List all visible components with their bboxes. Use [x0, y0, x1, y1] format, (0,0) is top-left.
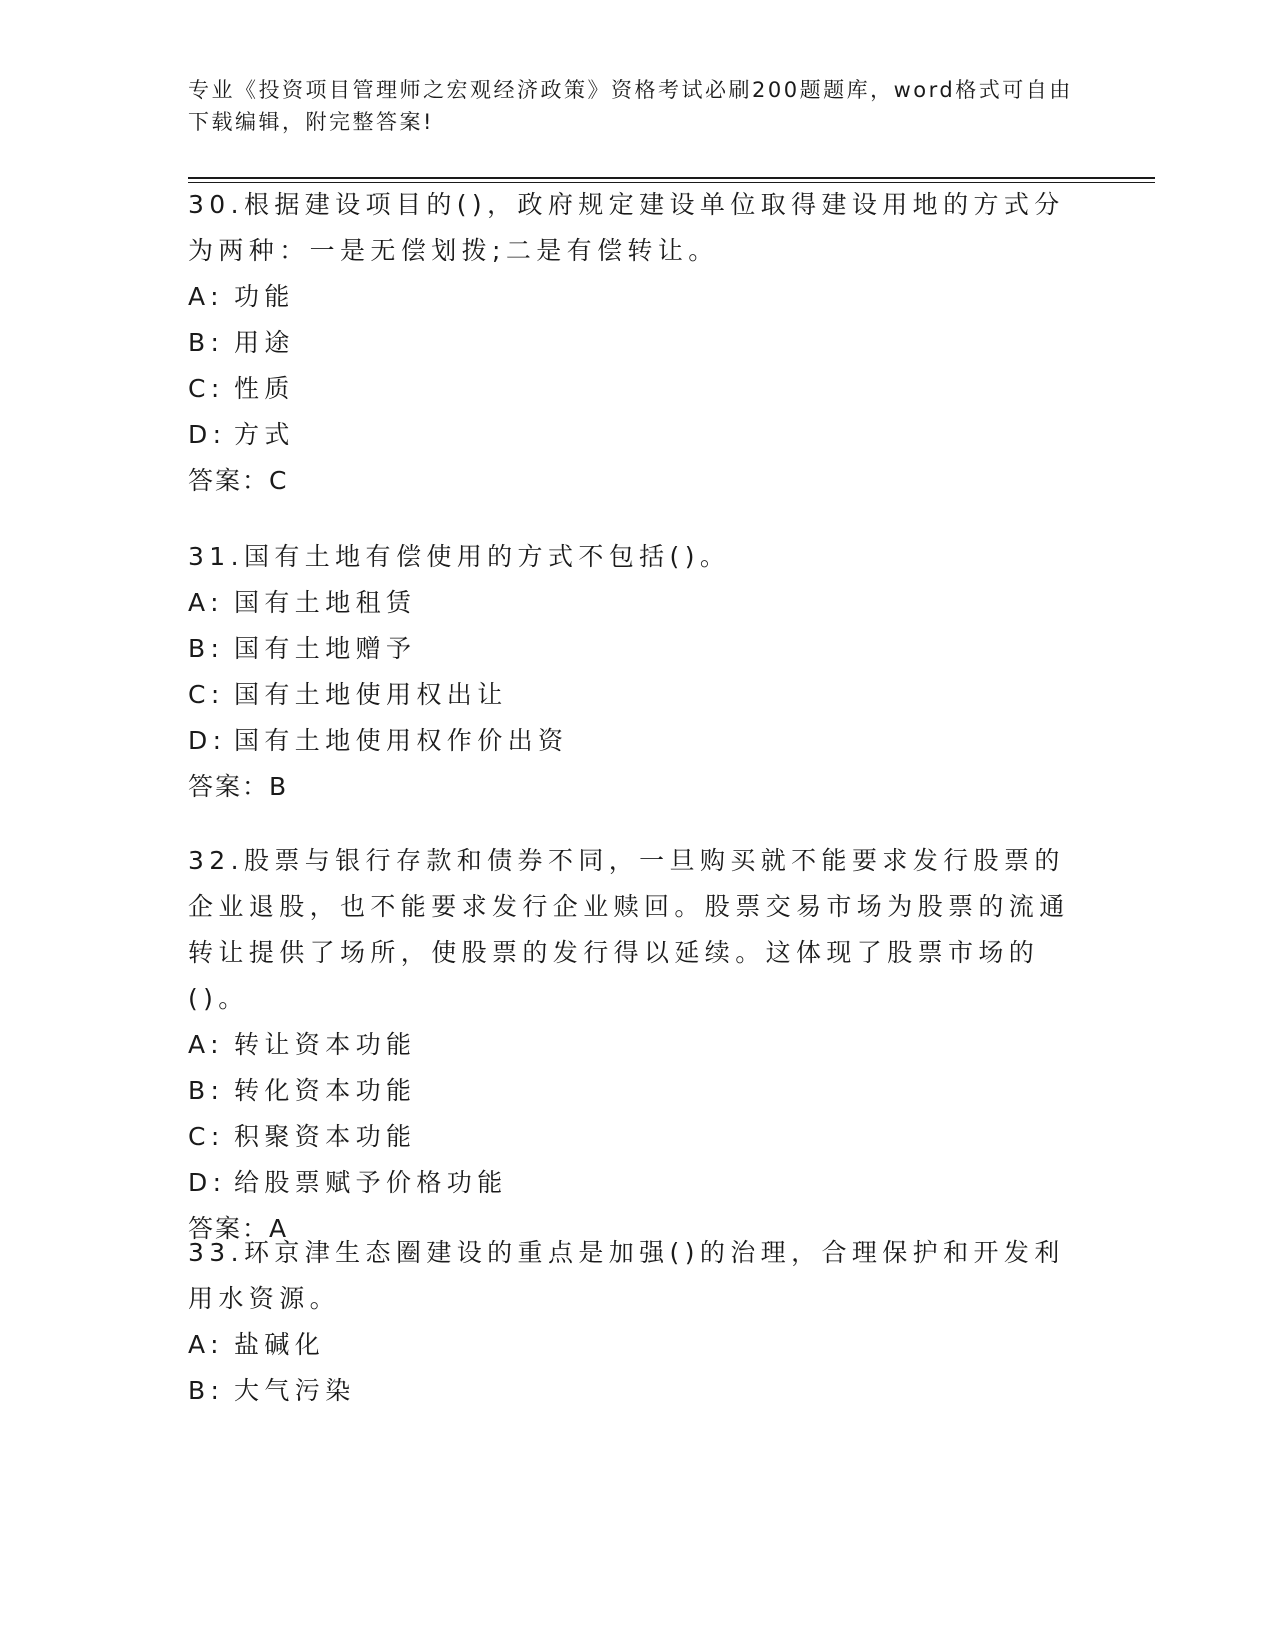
option-key: C:	[188, 1122, 225, 1151]
answer: 答案：C	[188, 466, 289, 495]
option-c	[188, 366, 1088, 412]
option-a	[188, 1322, 1088, 1368]
option-a	[188, 580, 1088, 626]
option-key: C:	[188, 374, 225, 403]
option-a	[188, 1022, 1088, 1068]
option-text: 给股票赋予价格功能	[234, 1168, 508, 1197]
question-stem: 30.根据建设项目的()，政府规定建设单位取得建设用地的方式分为两种：一是无偿划拨;二是有偿转让。	[188, 190, 1065, 265]
option-text: 转让资本功能	[234, 1030, 417, 1059]
question-stem: 32.股票与银行存款和债券不同，一旦购买就不能要求发行股票的企业退股，也不能要求发行企业赎回。股票交易市场为股票的流通转让提供了场所，使股票的发行得以延续。这体现了股票市场的()。	[188, 846, 1070, 1013]
option-text: 方式	[234, 420, 295, 449]
question-31	[188, 534, 1088, 810]
option-key: A:	[188, 588, 224, 617]
question-stem: 33.环京津生态圈建设的重点是加强()的治理，合理保护和开发利用水资源。	[188, 1238, 1065, 1313]
option-key: A:	[188, 1030, 224, 1059]
option-c	[188, 1114, 1088, 1160]
option-key: A:	[188, 1330, 224, 1359]
option-key: D:	[188, 420, 227, 449]
option-text: 大气污染	[234, 1376, 356, 1405]
option-text: 国有土地赠予	[234, 634, 417, 663]
option-text: 国有土地使用权作价出资	[234, 726, 569, 755]
option-b	[188, 320, 1088, 366]
question-30	[188, 182, 1088, 504]
option-text: 功能	[234, 282, 295, 311]
header-divider-thick	[188, 177, 1155, 179]
option-b	[188, 1068, 1088, 1114]
answer: 答案：A	[188, 1214, 289, 1243]
option-key: C:	[188, 680, 225, 709]
question-32	[188, 838, 1088, 1252]
option-key: B:	[188, 328, 225, 357]
option-text: 国有土地使用权出让	[234, 680, 508, 709]
option-key: B:	[188, 634, 225, 663]
option-key: B:	[188, 1076, 225, 1105]
option-d	[188, 1160, 1088, 1206]
option-text: 盐碱化	[234, 1330, 326, 1359]
option-b	[188, 1368, 1088, 1414]
option-d	[188, 718, 1088, 764]
option-key: B:	[188, 1376, 225, 1405]
option-text: 国有土地租赁	[234, 588, 417, 617]
answer: 答案：B	[188, 772, 289, 801]
document-header: 专业《投资项目管理师之宏观经济政策》资格考试必刷200题题库，word格式可自由下载编辑，附完整答案!	[188, 78, 1073, 134]
option-text: 积聚资本功能	[234, 1122, 417, 1151]
option-text: 性质	[234, 374, 295, 403]
question-33	[188, 1230, 1088, 1414]
option-a	[188, 274, 1088, 320]
option-d	[188, 412, 1088, 458]
question-stem: 31.国有土地有偿使用的方式不包括()。	[188, 542, 731, 571]
option-c	[188, 672, 1088, 718]
option-b	[188, 626, 1088, 672]
option-key: D:	[188, 1168, 227, 1197]
option-text: 用途	[234, 328, 295, 357]
option-key: D:	[188, 726, 227, 755]
option-text: 转化资本功能	[234, 1076, 417, 1105]
option-key: A:	[188, 282, 224, 311]
